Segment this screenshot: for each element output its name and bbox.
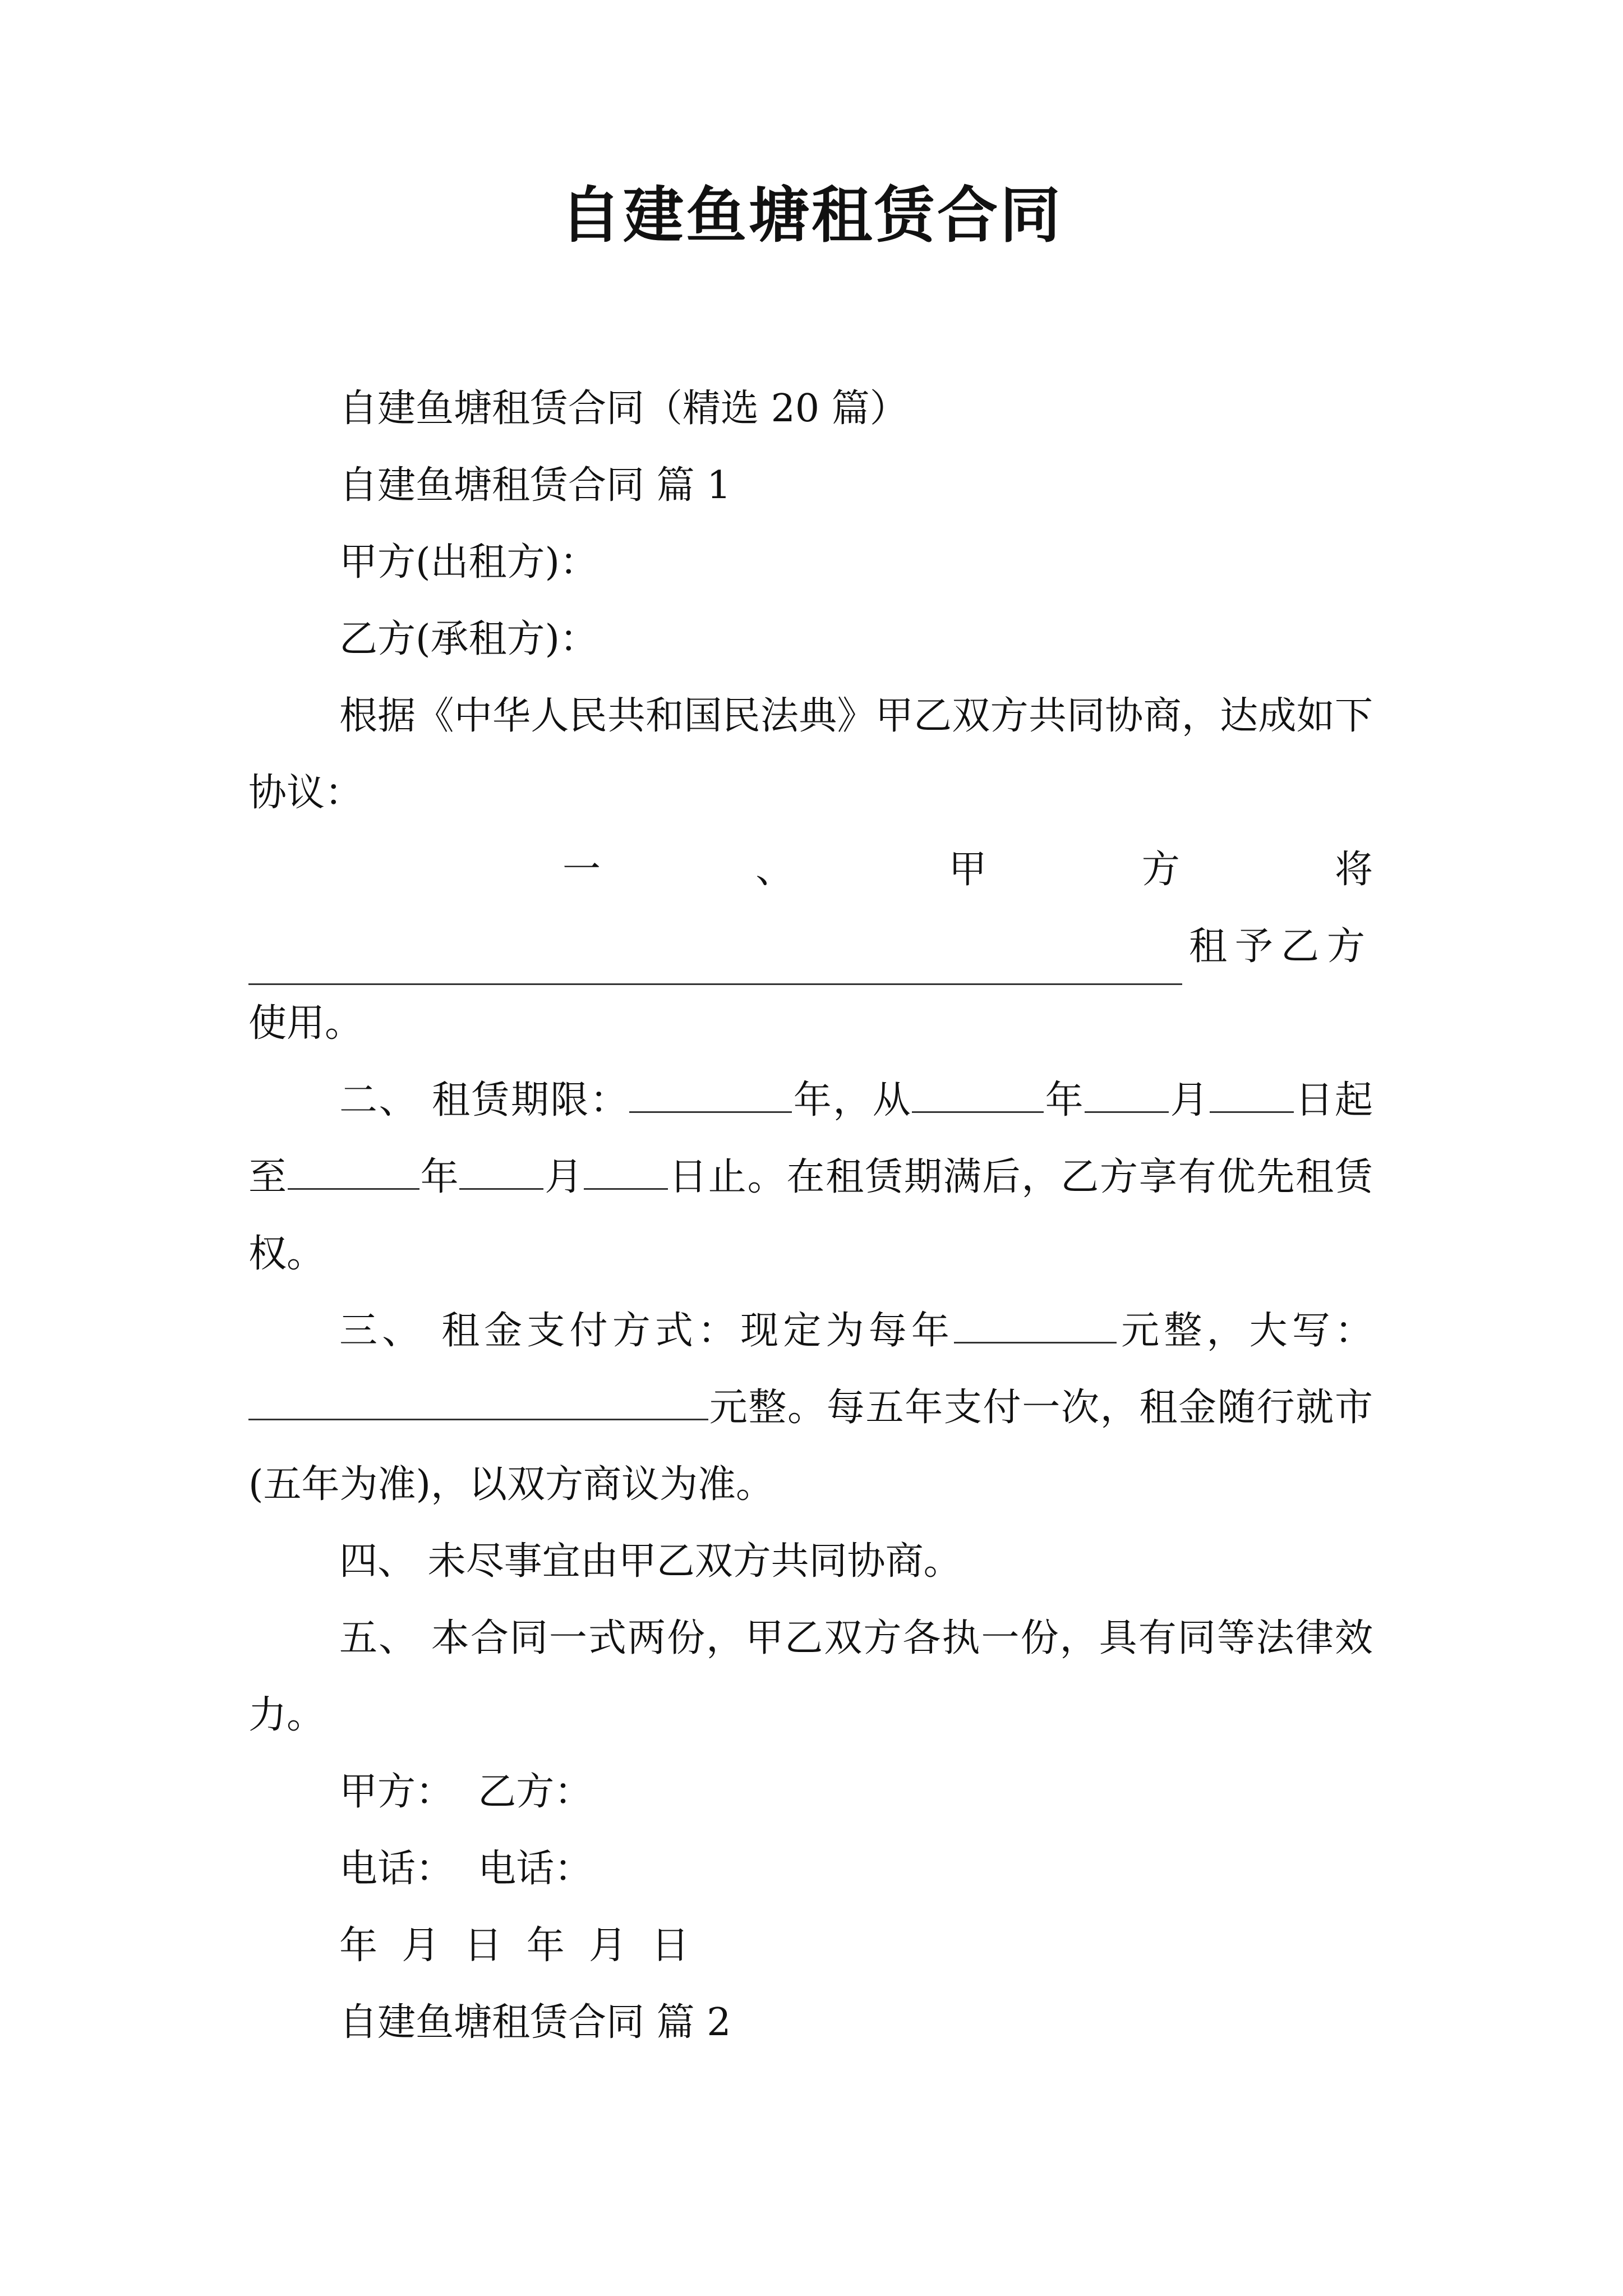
start-year-blank	[912, 1078, 1044, 1113]
lease-years-blank	[629, 1078, 792, 1113]
rent-uppercase-blank	[248, 1385, 708, 1420]
start-day-blank	[1210, 1078, 1294, 1113]
signature-dates: 年 月 日 年 月 日	[339, 1924, 690, 1968]
preamble-paragraph: 根据《中华人民共和国民法典》甲乙双方共同协商，达成如下协议：	[248, 694, 1373, 815]
clause-2-tail: 日止。在租赁期满后，乙方享有优先租赁权。	[248, 1155, 1373, 1276]
property-blank	[248, 950, 1182, 985]
document-body	[248, 370, 1373, 2061]
clause-1-char-2: 、	[755, 848, 794, 892]
party-a-label: 甲方(出租方)：	[339, 540, 598, 585]
party-b-label: 乙方(承租方)：	[339, 617, 598, 661]
signature-parties: 甲方： 乙方：	[339, 1770, 593, 1814]
document-title: 自建鱼塘租赁合同	[560, 180, 1063, 251]
section-heading-1: 自建鱼塘租赁合同 篇 1	[339, 463, 731, 508]
clause-1-tail: 租予乙方	[1188, 924, 1373, 969]
clause-1-blank-line	[248, 908, 1373, 985]
collection-heading: 自建鱼塘租赁合同（精选 20 篇）	[339, 386, 908, 431]
end-day-blank	[584, 1154, 668, 1190]
clause-2-until: 日起至	[248, 1078, 1373, 1199]
clause-3-label: 三、 租金支付方式：现定为每年	[339, 1309, 955, 1353]
clause-4-paragraph: 四、 未尽事宜由甲乙双方共同协商。	[339, 1539, 962, 1584]
clause-1-end: 使用。	[248, 1001, 363, 1046]
clause-2-month: 月	[1169, 1078, 1210, 1122]
clause-3-paragraph	[248, 1292, 1373, 1523]
clause-1-char-3: 甲	[948, 848, 987, 892]
clause-5-paragraph: 五、 本合同一式两份，甲乙双方各执一份，具有同等法律效力。	[248, 1616, 1373, 1737]
clause-2-label: 二、 租赁期限：	[339, 1078, 630, 1122]
clause-1-char-1: 一	[562, 848, 601, 892]
clause-1-char-4: 方	[1141, 848, 1180, 892]
clause-2-from: 年，从	[792, 1078, 912, 1122]
section-heading-2: 自建鱼塘租赁合同 篇 2	[339, 2000, 731, 2045]
signature-phones: 电话： 电话：	[339, 1847, 593, 1891]
annual-rent-blank	[954, 1308, 1117, 1343]
clause-3-uppercase-label: 元整，大写：	[1117, 1309, 1373, 1353]
clause-2-end-month: 月	[543, 1155, 584, 1199]
clause-2-end-year: 年	[419, 1155, 460, 1199]
start-month-blank	[1085, 1078, 1169, 1113]
clause-2-year: 年	[1044, 1078, 1085, 1122]
end-month-blank	[459, 1154, 543, 1190]
end-year-blank	[288, 1154, 419, 1190]
clause-3-tail: 元整。每五年支付一次，租金随行就市(五年为准)，以双方商议为准。	[248, 1386, 1373, 1507]
clause-2-paragraph	[248, 1062, 1373, 1292]
clause-1-char-5: 将	[1334, 848, 1373, 892]
clause-1-heading	[248, 831, 1373, 908]
